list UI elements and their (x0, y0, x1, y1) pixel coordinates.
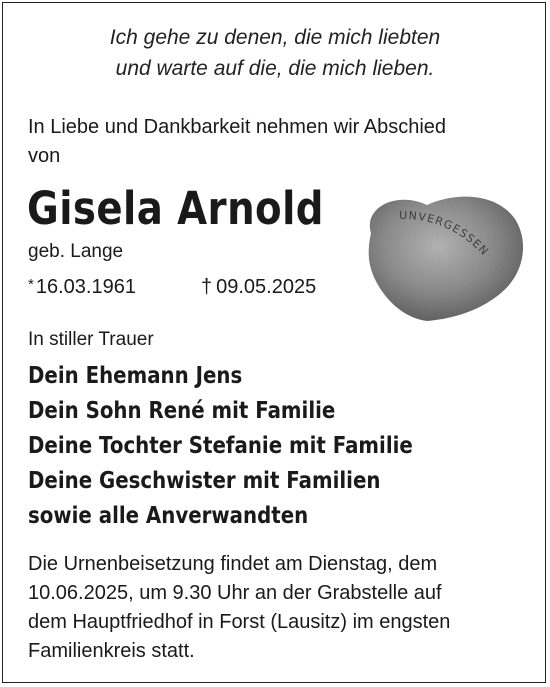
mourning-heading: In stiller Trauer (28, 329, 154, 350)
memorial-quote (0, 22, 550, 84)
heart-engraving: UNVERGESSEN (399, 208, 492, 259)
heart-stone-shape (369, 197, 523, 321)
funeral-details (28, 550, 528, 666)
funeral-line: Familienkreis statt. (28, 640, 195, 662)
mourner-siblings: Deine Geschwister mit Familien (28, 468, 381, 494)
maiden-name: geb. Lange (28, 241, 124, 262)
birth-star-icon: * (28, 276, 34, 293)
intro-line: In Liebe und Dankbarkeit nehmen wir Abschied (28, 116, 447, 138)
funeral-line: 10.06.2025, um 9.30 Uhr an der Grabstelle auf (28, 582, 442, 604)
birth-date: 16.03.1961 (35, 276, 136, 298)
death-cross-icon: † (201, 276, 213, 298)
deceased-name: Gisela Arnold (27, 182, 324, 235)
funeral-line: Die Urnenbeisetzung findet am Dienstag, dem (28, 553, 438, 575)
mourners-list (28, 359, 475, 534)
funeral-line: dem Hauptfriedhof in Forst (Lausitz) im engsten (28, 611, 451, 633)
birth-date-line (28, 274, 136, 300)
death-date-line (201, 274, 316, 300)
mourner-spouse: Dein Ehemann Jens (28, 363, 243, 389)
mourner-son: Dein Sohn René mit Familie (28, 398, 336, 424)
mourner-daughter: Deine Tochter Stefanie mit Familie (28, 433, 413, 459)
farewell-intro (28, 113, 508, 171)
quote-line: und warte auf die, die mich lieben. (115, 57, 435, 80)
death-date: 09.05.2025 (216, 276, 317, 298)
quote-line: Ich gehe zu denen, die mich liebten (109, 26, 441, 49)
heart-stone-image (357, 189, 529, 325)
intro-line: von (28, 145, 61, 167)
mourner-relatives: sowie alle Anverwandten (28, 503, 309, 529)
